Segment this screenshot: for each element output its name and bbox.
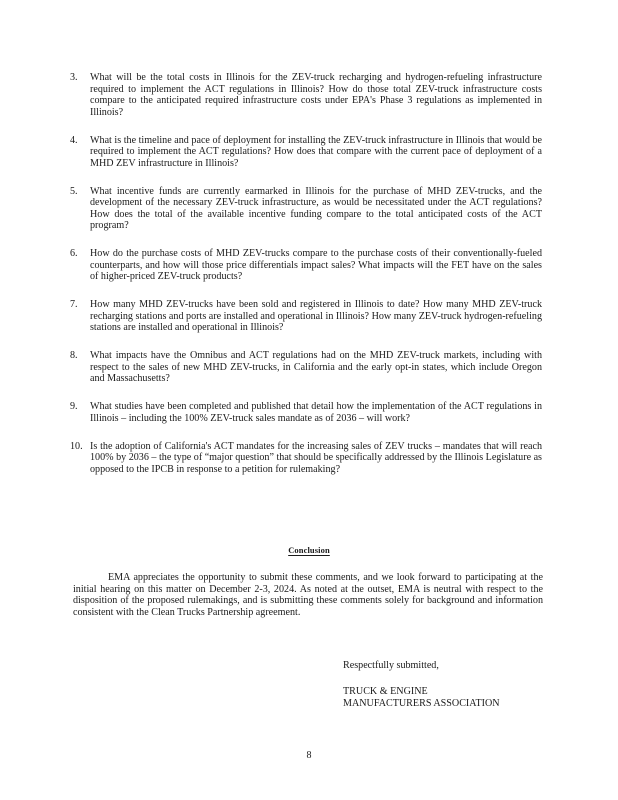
question-list bbox=[70, 72, 542, 492]
conclusion-heading bbox=[0, 545, 618, 555]
question-text: How many MHD ZEV-trucks have been sold and registered in Illinois to date? How many MHD ZEV-truck recharging stations and ports are installed and operational in Illinois? How many ZEV-truck hydrogen-refueling stations are installed and operational in Illinois? bbox=[90, 299, 542, 333]
question-number: 7. bbox=[70, 299, 78, 310]
question-item bbox=[70, 72, 542, 118]
question-text: What is the timeline and pace of deployment for installing the ZEV-truck infrastructure in Illinois that would be required to implement the ACT regulations? How does that compare with the current pace of deployment of a MHD ZEV infrastructure in Illinois? bbox=[90, 134, 542, 169]
conclusion-paragraph: EMA appreciates the opportunity to submit these comments, and we look forward to participating at the initial hearing on this matter on December 2-3, 2024. As noted at the outset, EMA is neutral with respect to the disposition of the proposed rulemakings, and is submitting these comments solely for background and information consistent with the Clean Trucks Partnership agreement. bbox=[73, 572, 543, 618]
question-number: 4. bbox=[70, 134, 78, 146]
signature-block bbox=[343, 686, 500, 709]
question-number: 6. bbox=[70, 248, 78, 259]
question-item bbox=[70, 401, 542, 424]
question-number: 10. bbox=[70, 440, 83, 452]
question-text: What studies have been completed and published that detail how the implementation of the ACT regulations in Illinois – including the 100% ZEV-truck sales mandate as of 2036 – will work? bbox=[90, 401, 542, 424]
question-item bbox=[70, 248, 542, 283]
question-number: 9. bbox=[70, 401, 78, 412]
question-item bbox=[70, 299, 542, 334]
signature-closing: Respectfully submitted, bbox=[343, 660, 439, 671]
question-number: 5. bbox=[70, 185, 78, 197]
signature-org-line-1: TRUCK & ENGINE bbox=[343, 686, 428, 697]
question-number: 8. bbox=[70, 350, 78, 361]
question-text: Is the adoption of California's ACT mandates for the increasing sales of ZEV trucks – mandates that will reach 100% by 2036 – the type of “major question” that should be specifically addressed by the Illinois Legislature as opposed to the IPCB in response to a petition for rulemaking? bbox=[90, 440, 542, 475]
signature-org-line-2: MANUFACTURERS ASSOCIATION bbox=[343, 697, 500, 709]
page-number: 8 bbox=[306, 750, 312, 761]
question-number: 3. bbox=[70, 72, 78, 83]
conclusion-heading-text: Conclusion bbox=[288, 545, 330, 555]
question-text: What incentive funds are currently earmarked in Illinois for the purchase of MHD ZEV-trucks, and the development of the necessary ZEV-truck infrastructure, as would be necessitated under the ACT regulations? How does the total of the available incentive funding compare to the total anticipated costs of the ACT program? bbox=[90, 185, 542, 231]
question-text: What will be the total costs in Illinois for the ZEV-truck recharging and hydrogen-refueling infrastructure required to implement the ACT regulations in Illinois? How do those total ZEV-truck infrastructure costs compare to the anticipated required infrastructure costs under EPA's Phase 3 regulations as implemented in Illinois? bbox=[90, 72, 542, 118]
question-text: How do the purchase costs of MHD ZEV-trucks compare to the purchase costs of their conventionally-fueled counterparts, and how will those price differentials impact sales? What impacts will the FET have on the sales of higher-priced ZEV-truck products? bbox=[90, 248, 542, 282]
question-item bbox=[70, 441, 542, 476]
question-item bbox=[70, 135, 542, 170]
question-text: What impacts have the Omnibus and ACT regulations had on the MHD ZEV-truck markets, including with respect to the sales of new MHD ZEV-trucks, in California and the early opt-in states, which include Oregon and Massachusetts? bbox=[90, 350, 542, 384]
question-item bbox=[70, 350, 542, 385]
question-item bbox=[70, 186, 542, 232]
